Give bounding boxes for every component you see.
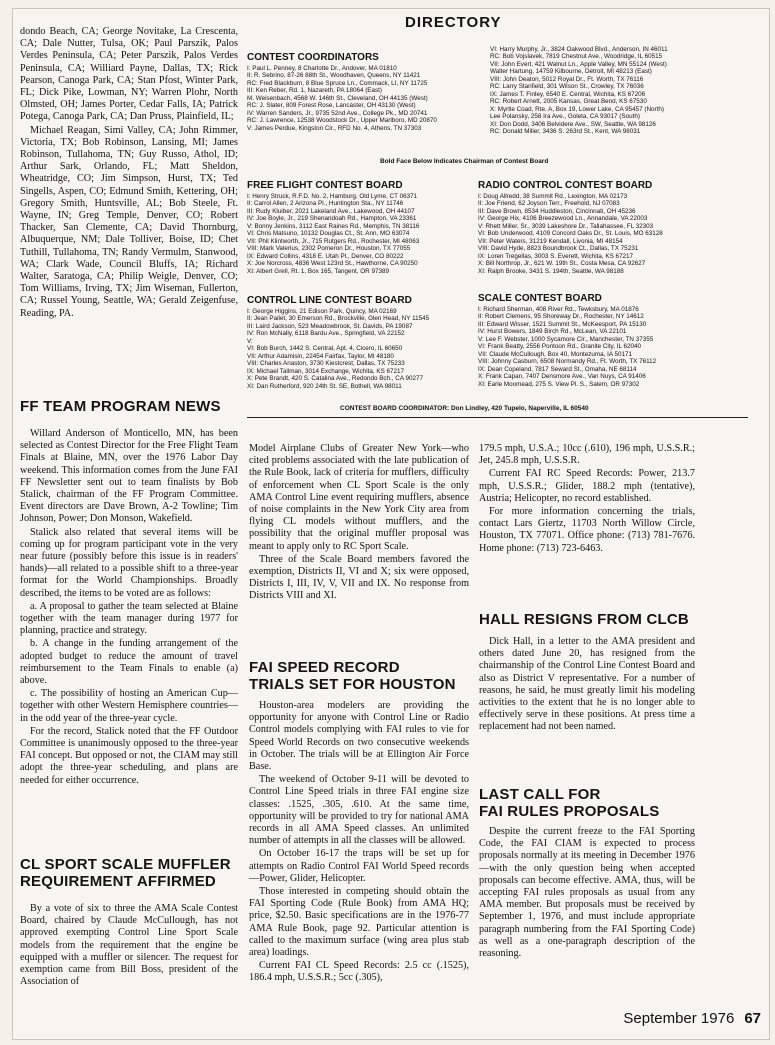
page-number: 67 (744, 1010, 761, 1027)
directory-entry: M. Weisenbach, 4568 W. 146th St., Cleveland, OH 44135 (West) (247, 94, 428, 102)
ff-team-heading: FF TEAM PROGRAM NEWS (20, 398, 221, 415)
directory-entry: III: Dave Brown, 8534 Huddleston, Cincinnati, OH 45236 (478, 207, 636, 215)
directory-bottom-rule (247, 417, 748, 418)
directory-entry: X: Frank Capan, 7407 Densmore Ave., Van Nuys, CA 91406 (478, 373, 646, 381)
directory-entry: VII: Claude McCullough, Box 40, Montezuma, IA 50171 (478, 350, 633, 358)
speed-records-paragraph: For more information concerning the trials, contact Lars Giertz, 11703 North Willow Circle, Houston, TX 77071. Office phone: (713) 781-7676. Home phone: (713) 723-6463. (479, 506, 695, 554)
directory-entry: V: Bonny Jenkins, 3112 East Raines Rd., Memphis, TN 38116 (247, 222, 420, 230)
directory-entry: VI: Harry Murphy, Jr., 3824 Oakwood Blvd., Anderson, IN 46011 (490, 46, 668, 53)
directory-entry: I: Paul L. Penney, 8 Charlotte Dr., Andover, MA 01810 (247, 65, 397, 72)
directory-entry: II: Joe Friend, 62 Joyson Terr., Freehold, NJ 07083 (478, 200, 620, 208)
ff-team-paragraph: For the record, Stalick noted that the FF Outdoor Committee is unanimously opposed to the three-year FAI concept. But opposed or not, the CIAM may still adopt the three-year scheduling, and plans are needed for either occurrence. (20, 725, 238, 786)
right-top-column (479, 443, 695, 556)
directory-entry: IV: Warren Sanders, Jr., 9735 52nd Ave., College Pk., MD 20741 (247, 109, 428, 117)
directory-entry: Walter Hartung, 14759 Kilbourne, Detroit, MI 48213 (East) (490, 68, 652, 76)
directory-entry: IX: Michael Tallman, 3014 Exchange, Wichita, KS 67217 (247, 367, 405, 375)
directory-entry: II: Robert Clemens, 95 Shoreway Dr., Rochester, NY 14612 (478, 313, 644, 321)
directory-entry: X: Pete Brandt, 420 S. Catalina Ave., Redondo Bch., CA 90277 (247, 375, 423, 383)
ff-team-paragraph: c. The possibility of hosting an American Cup—together with other Western Hemisphere countries—in the odd year of the three-year cycle. (20, 688, 238, 724)
fai-speed-section (249, 659, 471, 693)
cl-sport-heading-line2: REQUIREMENT AFFIRMED (20, 873, 216, 890)
directory-entry: V: Rhett Miller, Sr., 3039 Lakeshore Dr., Tallahassee, FL 32303 (478, 222, 654, 230)
directory-entry: V: James Perdue, Kingston Cir., RFD No. 4, Athens, TN 37303 (247, 124, 422, 132)
directory-entry: IX: James T. Finley, 6540 E. Central, Wichita, KS 67206 (490, 90, 646, 98)
cl-sport-section (20, 856, 244, 890)
directory-entry: II: Carrol Allen, 2 Arizona Pl., Huntington Sta., NY 11746 (247, 200, 404, 208)
directory-entry: IX: Edward Collins, 4318 E. Utah Pl., Denver, CO 80222 (247, 252, 404, 260)
contest-coordinators-list-right (490, 46, 748, 135)
contest-coordinators (247, 52, 487, 132)
directory-entry: X: Myrtle Coad, Rte. A, Box 19, Lower Lake, CA 95457 (North) (490, 105, 664, 113)
hall-heading: HALL RESIGNS FROM CLCB (479, 611, 689, 628)
directory-entry: VIII: Mark Valerius, 2302 Pomeron Dr., Houston, TX 77055 (247, 245, 411, 253)
directory-entry: IX: Loren Tregellas, 3003 S. Everett, Wichita, KS 67217 (478, 252, 634, 260)
directory-entry: V: (247, 337, 253, 345)
directory-entry: RC: J. Slater, 809 Forest Rose, Lancaster, OH 43130 (West) (247, 102, 416, 110)
page-footer (623, 1010, 761, 1027)
last-call-section (479, 786, 709, 820)
directory-entry: XI: Earle Moomead, 275 S. View Pl. S., Salem, OR 97302 (478, 380, 640, 388)
control-line-board (247, 295, 487, 390)
directory-title: DIRECTORY (405, 14, 502, 31)
last-call-paragraph: Despite the current freeze to the FAI Sporting Code, the FAI CIAM is expected to process proposals normally at its meeting in December 1976—with the only question being when accepted proposals can become effective. AMA, thus, will be accepting FAI rules proposals as usual from any AMA member. But proposals must be received by September 1, 1976, and must include appropriate paragraph numbering from the FAI Sporting Code) as well as a one-paragraph description of the reasoning. (479, 826, 695, 960)
directory-entry: XI: Albert Grell, Rt. 1, Box 165, Tangent, OR 97389 (247, 267, 389, 275)
fai-speed-heading-line1: FAI SPEED RECORD (249, 659, 400, 676)
ff-team-paragraph: Stalick also related that several items will be coming up for program participant vote in the very near future (possibly before this issue is in readers' hands)—all related to a possible shift to a three-year format for the World Championships. Broadly described, the items to be voted are as follows: (20, 526, 238, 599)
directory-entry: III: Rudy Kluiber, 2021 Lakeland Ave., Lakewood, OH 44107 (247, 207, 415, 215)
directory-entry: I: Doug Allredd, 38 Summit Rd., Lexington, MA 02173 (478, 193, 628, 200)
directory-entry: RC: Fred Blackburn, 8 Blue Spruce Ln., Commack, LI, NY 11725 (247, 79, 428, 87)
scale-board (478, 293, 748, 388)
directory-entry: I: Henry Struck, R.F.D. No. 2, Hamburg, Old Lyme, CT 06371 (247, 193, 418, 200)
directory-entry: XI: Dan Rutherford, 920 24th St. SE, Bothell, WA 98011 (247, 382, 402, 390)
directory-entry: IV: Ron McNally, 6118 Bardu Ave., Springfield, VA 22152 (247, 330, 405, 338)
directory-entry: RC: Robert Arnett, 2005 Kansas, Great Bend, KS 67530 (490, 98, 647, 106)
directory-entry: II: Jean Pailet, 30 Emerson Rd., Brockville, Glen Head, NY 11545 (247, 315, 430, 323)
last-call-body (479, 826, 695, 961)
hall-paragraph: Dick Hall, in a letter to the AMA president and others dated June 20, has resigned from the chairmanship of the Control Line Contest Board and also as District V representative. For a number of reasons, he said, he must greatly limit his modeling activities to the extent that he is no longer able to effectively serve in these positions. At press time a replacement had not been named. (479, 636, 695, 733)
board-coordinator-note: CONTEST BOARD COORDINATOR: Don Lindley, 420 Tupelo, Naperville, IL 60540 (340, 405, 589, 412)
directory-entry: IV: George Hix, 4106 Breezewood Ln., Annandale, VA 22003 (478, 215, 648, 223)
radio-control-board (478, 180, 748, 275)
directory-entry: IV: Hurst Bowers, 1849 Birch Rd., McLean, VA 22101 (478, 328, 627, 336)
radio-control-list (478, 193, 748, 275)
names-paragraph: Michael Reagan, Simi Valley, CA; John Rimmer, Victoria, TX; Bob Robinson, Lansing, MI; James Robinson, Tullahoma, TN; Guy Russo, Athol, ID; Arthur Sark, Orlando, FL; Matt Sheldon, Wheatridge, CO; Jim Simpson, Hurst, TX; Ted Singells, Aspen, CO; Edmund Smith, Kettering, OH; Gregory Smith, Huntsville, AL; Bob Steele, Ft. Wayne, IN; Greg Temple, Denver, CO; Robert Thacker, San Clemente, CA; David Thornburg, Albuquerque, NM; Dale Tolliver, Boise, ID; Chet Tuthill, Tullahoma, TN; Randy Vermulm, Stanwood, WA; Clark Wade, Council Bluffs, IA; Richard Walter, Saratoga, CA; Philip Weigle, Denver, CO; Tom Williams, Irving, TX; Jim Wiseman, Fullerton, CA; Russel Young, Seattle, WA; Gerald Zeigenfuse, Reading, PA. (20, 124, 238, 319)
directory-entry: XI: Don Dodd, 3406 Belvidere Ave., SW, Seattle, WA 98126 (490, 120, 656, 128)
directory-entry: III: Ken Reber, Rd. 1, Nazareth, PA 18064 (East) (247, 87, 382, 95)
issue-date: September 1976 (623, 1010, 735, 1027)
directory-entry: RC: Larry Stanfield, 301 Wilson St., Crowley, TX 76036 (490, 83, 644, 91)
fai-speed-paragraph: Those interested in competing should obtain the FAI Sporting Code (Rule Book) from AMA HQ; price, $2.50. Basic specifications are in the 1976-77 AMA Rule Book, page 92. Particular attention is called to the maximum surface (wing area plus stab area) loadings. (249, 886, 469, 959)
fai-speed-paragraph: On October 16-17 the traps will be set up for attempts on Radio Control FAI World Speed records—Power, Glider, Helicopter. (249, 848, 469, 884)
directory-entry: RC: Bob Vojslavek, 7819 Chestnut Ave., Woodridge, IL 60515 (490, 53, 663, 61)
radio-control-heading: RADIO CONTROL CONTEST BOARD (478, 180, 653, 191)
directory-entry: VI: Chris Matsuno, 10132 Douglas Ct., St. Ann, MO 63074 (247, 230, 410, 238)
directory-entry: RC: Donald Miller, 3436 S. 263rd St., Kent, WA 98031 (490, 127, 641, 135)
free-flight-heading: FREE FLIGHT CONTEST BOARD (247, 180, 403, 191)
muffler-continued-paragraph: Model Airplane Clubs of Greater New York—who cited problems associated with the late publication of the Rule Book, lack of criteria for mufflers, difficulty of enforcement when CL Sport Scale is the only AMA Control Line event requiring mufflers, absence of noise complaints in the New York City area from flying CL models without mufflers, and the possibility that the original muffler proposal was meant to apply only to RC Sport Scale. (249, 443, 469, 552)
names-paragraph: dondo Beach, CA; George Novitake, La Crescenta, CA; Dale Nutter, Tulsa, OK; Paul Parszik, Palos Verdes Peninsula, CA; Peter Parszik, Palos Verdes Peninsula, CA; Williard Payne, Dallas, TX; Rick Pearson, Canoga Park, CA; Stan Pfost, Winter Park, FL; Dick Pike, Lowman, NY; Warren Plohr, North Olmsted, OH; James Porter, Cedar Falls, IA; Patrick Potega, Canoga Park, CA; Dan Pruss, Plainfield, IL; (20, 26, 238, 123)
directory-entry: IX: Dean Copeland, 7817 Seward St., Omaha, NE 68114 (478, 365, 637, 373)
directory-entry: XI: Ralph Brooke, 3431 S. 194th, Seattle, WA 98188 (478, 267, 624, 275)
bold-face-note: Bold Face Below Indicates Chairman of Contest Board (380, 158, 549, 165)
speed-records-paragraph: Current FAI RC Speed Records: Power, 213.7 mph, U.S.S.R.; Glider, 188.2 mph (tentative), Austria; Helicopter, no record established. (479, 468, 695, 504)
directory-entry: IV: Joe Boyle, Jr., 219 Shenandoah Rd., Hampton, VA 23361 (247, 215, 417, 223)
directory-entry: VI: Frank Beatty, 2556 Pontoon Rd., Granite City, IL 62040 (478, 343, 641, 351)
middle-top-column (249, 443, 469, 604)
scale-list (478, 306, 748, 388)
directory-entry: VI: Bob Underwood, 4109 Concord Oaks Dr., St. Louis, MO 63128 (478, 230, 663, 238)
cl-sport-heading-line1: CL SPORT SCALE MUFFLER (20, 856, 231, 873)
directory-entry: VIII: David Hyde, 8823 Boundbrook Ct., Dallas, TX 75231 (478, 245, 639, 253)
directory-entry: II: R. Sebrino, 87-26 88th St., Woodhaven, Queens, NY 11421 (247, 72, 421, 80)
ff-team-section (20, 398, 240, 415)
cl-sport-body (20, 903, 238, 989)
free-flight-list (247, 193, 487, 275)
ff-team-paragraph: Willard Anderson of Monticello, MN, has been selected as Contest Director for the Free Flight Team Finals at Blaine, MN, over the 1976 Labor Day weekend. This information comes from the June FAI FF Newsletter sent out to team finalists by Bob Stalick, chairman of the FF Program Committee. Event directors are Dave Brown, A-2 Towline; Tim Johnson, Power; Don Monson, Wakefield. (20, 428, 238, 525)
speed-records-paragraph: 179.5 mph, U.S.A.; 10cc (.610), 196 mph, U.S.S.R.; Jet, 245.8 mph, U.S.S.R. (479, 443, 695, 467)
fai-speed-paragraph: Houston-area modelers are providing the opportunity for anyone with Control Line or Radio Control models complying with FAI rules to vie for Speed World Records on two consecutive weekends in October. The trials will be at Ellington Air Force Base. (249, 700, 469, 773)
directory-entry: VII: John Evert, 421 Walnut Ln., Apple Valley, MN 55124 (West) (490, 60, 667, 68)
muffler-continued-paragraph: Three of the Scale Board members favored the exemption, Districts II, VI and X; six were opposed, Districts I, III, IV, V, VII and IX. No response from Districts VIII and XI. (249, 553, 469, 602)
directory-entry: X: Bill Northrop, Jr., 621 W. 19th St., Costa Mesa, CA 92627 (478, 260, 646, 268)
directory-entry: Lee Polansky, 258 Ira Ave., Goleta, CA 93017 (South) (490, 113, 640, 121)
fai-speed-heading-line2: TRIALS SET FOR HOUSTON (249, 676, 456, 693)
directory-entry: I: George Higgins, 21 Edison Park, Quincy, MA 02169 (247, 308, 397, 315)
directory-entry: VII: Arthur Adamisin, 22454 Fairfax, Taylor, MI 48180 (247, 352, 394, 360)
directory-entry: I: Richard Sherman, 408 River Rd., Tewksbury, MA 01876 (478, 306, 639, 313)
directory-entry: VIII: Johnny Casburn, 6508 Normandy Rd., Ft. Worth, TX 76112 (478, 358, 657, 366)
control-line-list (247, 308, 487, 390)
directory-entry: VI: Bob Burch, 1442 S. Central, Apt. 4, Cicero, IL 60650 (247, 345, 403, 353)
contest-coordinators-heading: CONTEST COORDINATORS (247, 52, 379, 63)
control-line-heading: CONTROL LINE CONTEST BOARD (247, 295, 412, 306)
fai-speed-paragraph: The weekend of October 9-11 will be devoted to Control Line Speed trials in three FAI engine size classes: .1525, .305, .610. At the same time, opportunity will be provided to try for national AMA records in all AMA Speed classes. An unlimited number of attempts in all the classes will be allowed. (249, 774, 469, 847)
directory-entry: III: Edward Wisser, 1521 Summit St., McKeesport, PA 15130 (478, 320, 647, 328)
directory-entry: X: Joe Norcross, 4836 West 123rd St., Hawthorne, CA 90250 (247, 260, 418, 268)
ff-team-paragraph: a. A proposal to gather the team selected at Blaine together with the team manager during 1977 for planning, practice and strategy. (20, 600, 238, 637)
ff-team-body (20, 428, 238, 788)
directory-entry: VII: Phil Klintworth, Jr., 715 Rutgers Rd., Rochester, MI 48063 (247, 237, 420, 245)
directory-entry: RC: J. Lawrence, 12538 Woodstock Dr., Upper Marlboro, MD 20870 (247, 117, 437, 125)
scale-heading: SCALE CONTEST BOARD (478, 293, 602, 304)
ff-team-paragraph: b. A change in the funding arrangement of the adopted budget to reduce the amount of travel reimbursement to the Team Finals to enable (a) above. (20, 638, 238, 687)
hall-body (479, 636, 695, 735)
directory-entry: VII: Peter Waters, 31219 Kendall, Livonia, MI 48154 (478, 237, 623, 245)
directory-entry: V: Lee F. Webster, 1000 Sycamore Cir., Manchester, TN 37355 (478, 335, 654, 343)
free-flight-board (247, 180, 487, 275)
directory-entry: III: Laird Jackson, 523 Meadowbrook, St. Davids, PA 19087 (247, 322, 413, 330)
last-call-heading-line1: LAST CALL FOR (479, 786, 601, 803)
fai-speed-body (249, 700, 469, 986)
cl-sport-paragraph: By a vote of six to three the AMA Scale Contest Board, chaired by Claude McCullough, has not approved exempting Control Line Sport Scale models from the requirement that the engine be equipped with a muffler or silencer. The request for exemption came from Bill Boss, president of the Association of (20, 903, 238, 988)
left-names-column (20, 26, 238, 321)
directory-entry: VIII: John Deaton, 5012 Royal Dr., Ft. Worth, TX 76116 (490, 75, 644, 83)
hall-section (479, 611, 709, 628)
contest-coordinators-list (247, 65, 487, 132)
directory-entry: VIII: Charles Anaston, 3730 Kiestcrest, Dallas, TX 75233 (247, 360, 405, 368)
fai-speed-paragraph: Current FAI CL Speed Records: 2.5 cc (.1525), 186.4 mph, U.S.S.R.; 5cc (.305), (249, 960, 469, 984)
last-call-heading-line2: FAI RULES PROPOSALS (479, 803, 660, 820)
